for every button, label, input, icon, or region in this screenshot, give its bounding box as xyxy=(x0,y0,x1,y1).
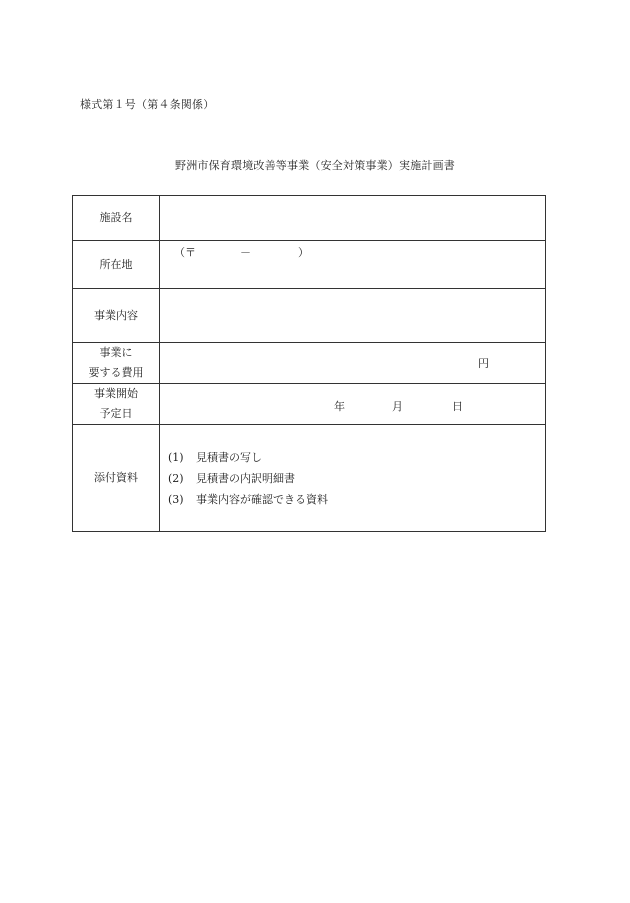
attachment-number: (2) xyxy=(168,472,184,485)
date-day-unit: 日 xyxy=(452,400,463,413)
row-attachments xyxy=(73,425,546,532)
cost-label-line1: 事業に xyxy=(99,346,133,359)
start-date-label-line2: 予定日 xyxy=(99,407,133,420)
start-date-label xyxy=(73,384,160,425)
attachments-list xyxy=(168,447,328,510)
date-line xyxy=(334,398,463,414)
date-month-unit: 月 xyxy=(392,400,403,413)
postal-open: （〒 xyxy=(174,246,196,259)
document-title: 野洲市保育環境改善等事業（安全対策事業）実施計画書 xyxy=(175,159,455,172)
row-address xyxy=(73,241,546,289)
attachments-field xyxy=(160,425,546,532)
row-start-date xyxy=(73,384,546,425)
address-label: 所在地 xyxy=(73,241,160,289)
content-label: 事業内容 xyxy=(73,289,160,343)
attachment-text: 見積書の内訳明細書 xyxy=(196,472,295,485)
row-content xyxy=(73,289,546,343)
attachment-text: 見積書の写し xyxy=(196,451,262,464)
attachment-item xyxy=(168,489,328,510)
row-facility-name xyxy=(73,196,546,241)
form-number: 様式第１号（第４条関係） xyxy=(80,98,215,111)
postal-close: ） xyxy=(298,246,309,259)
facility-name-field[interactable] xyxy=(160,196,546,241)
date-year-unit: 年 xyxy=(334,400,345,413)
cost-field[interactable] xyxy=(160,343,546,384)
attachment-item xyxy=(168,468,328,489)
attachment-number: (3) xyxy=(168,493,184,506)
postal-dash: － xyxy=(240,246,251,259)
address-field[interactable] xyxy=(160,241,546,289)
cost-label xyxy=(73,343,160,384)
facility-name-label: 施設名 xyxy=(73,196,160,241)
postal-code-line xyxy=(174,244,309,260)
content-field[interactable] xyxy=(160,289,546,343)
plan-table xyxy=(72,195,546,532)
attachments-label: 添付資料 xyxy=(73,425,160,532)
cost-label-line2: 要する費用 xyxy=(88,366,144,379)
yen-unit: 円 xyxy=(478,357,489,370)
start-date-field[interactable] xyxy=(160,384,546,425)
attachment-text: 事業内容が確認できる資料 xyxy=(196,493,328,506)
attachment-number: (1) xyxy=(168,451,184,464)
start-date-label-line1: 事業開始 xyxy=(94,387,138,400)
row-cost xyxy=(73,343,546,384)
attachment-item xyxy=(168,447,328,468)
